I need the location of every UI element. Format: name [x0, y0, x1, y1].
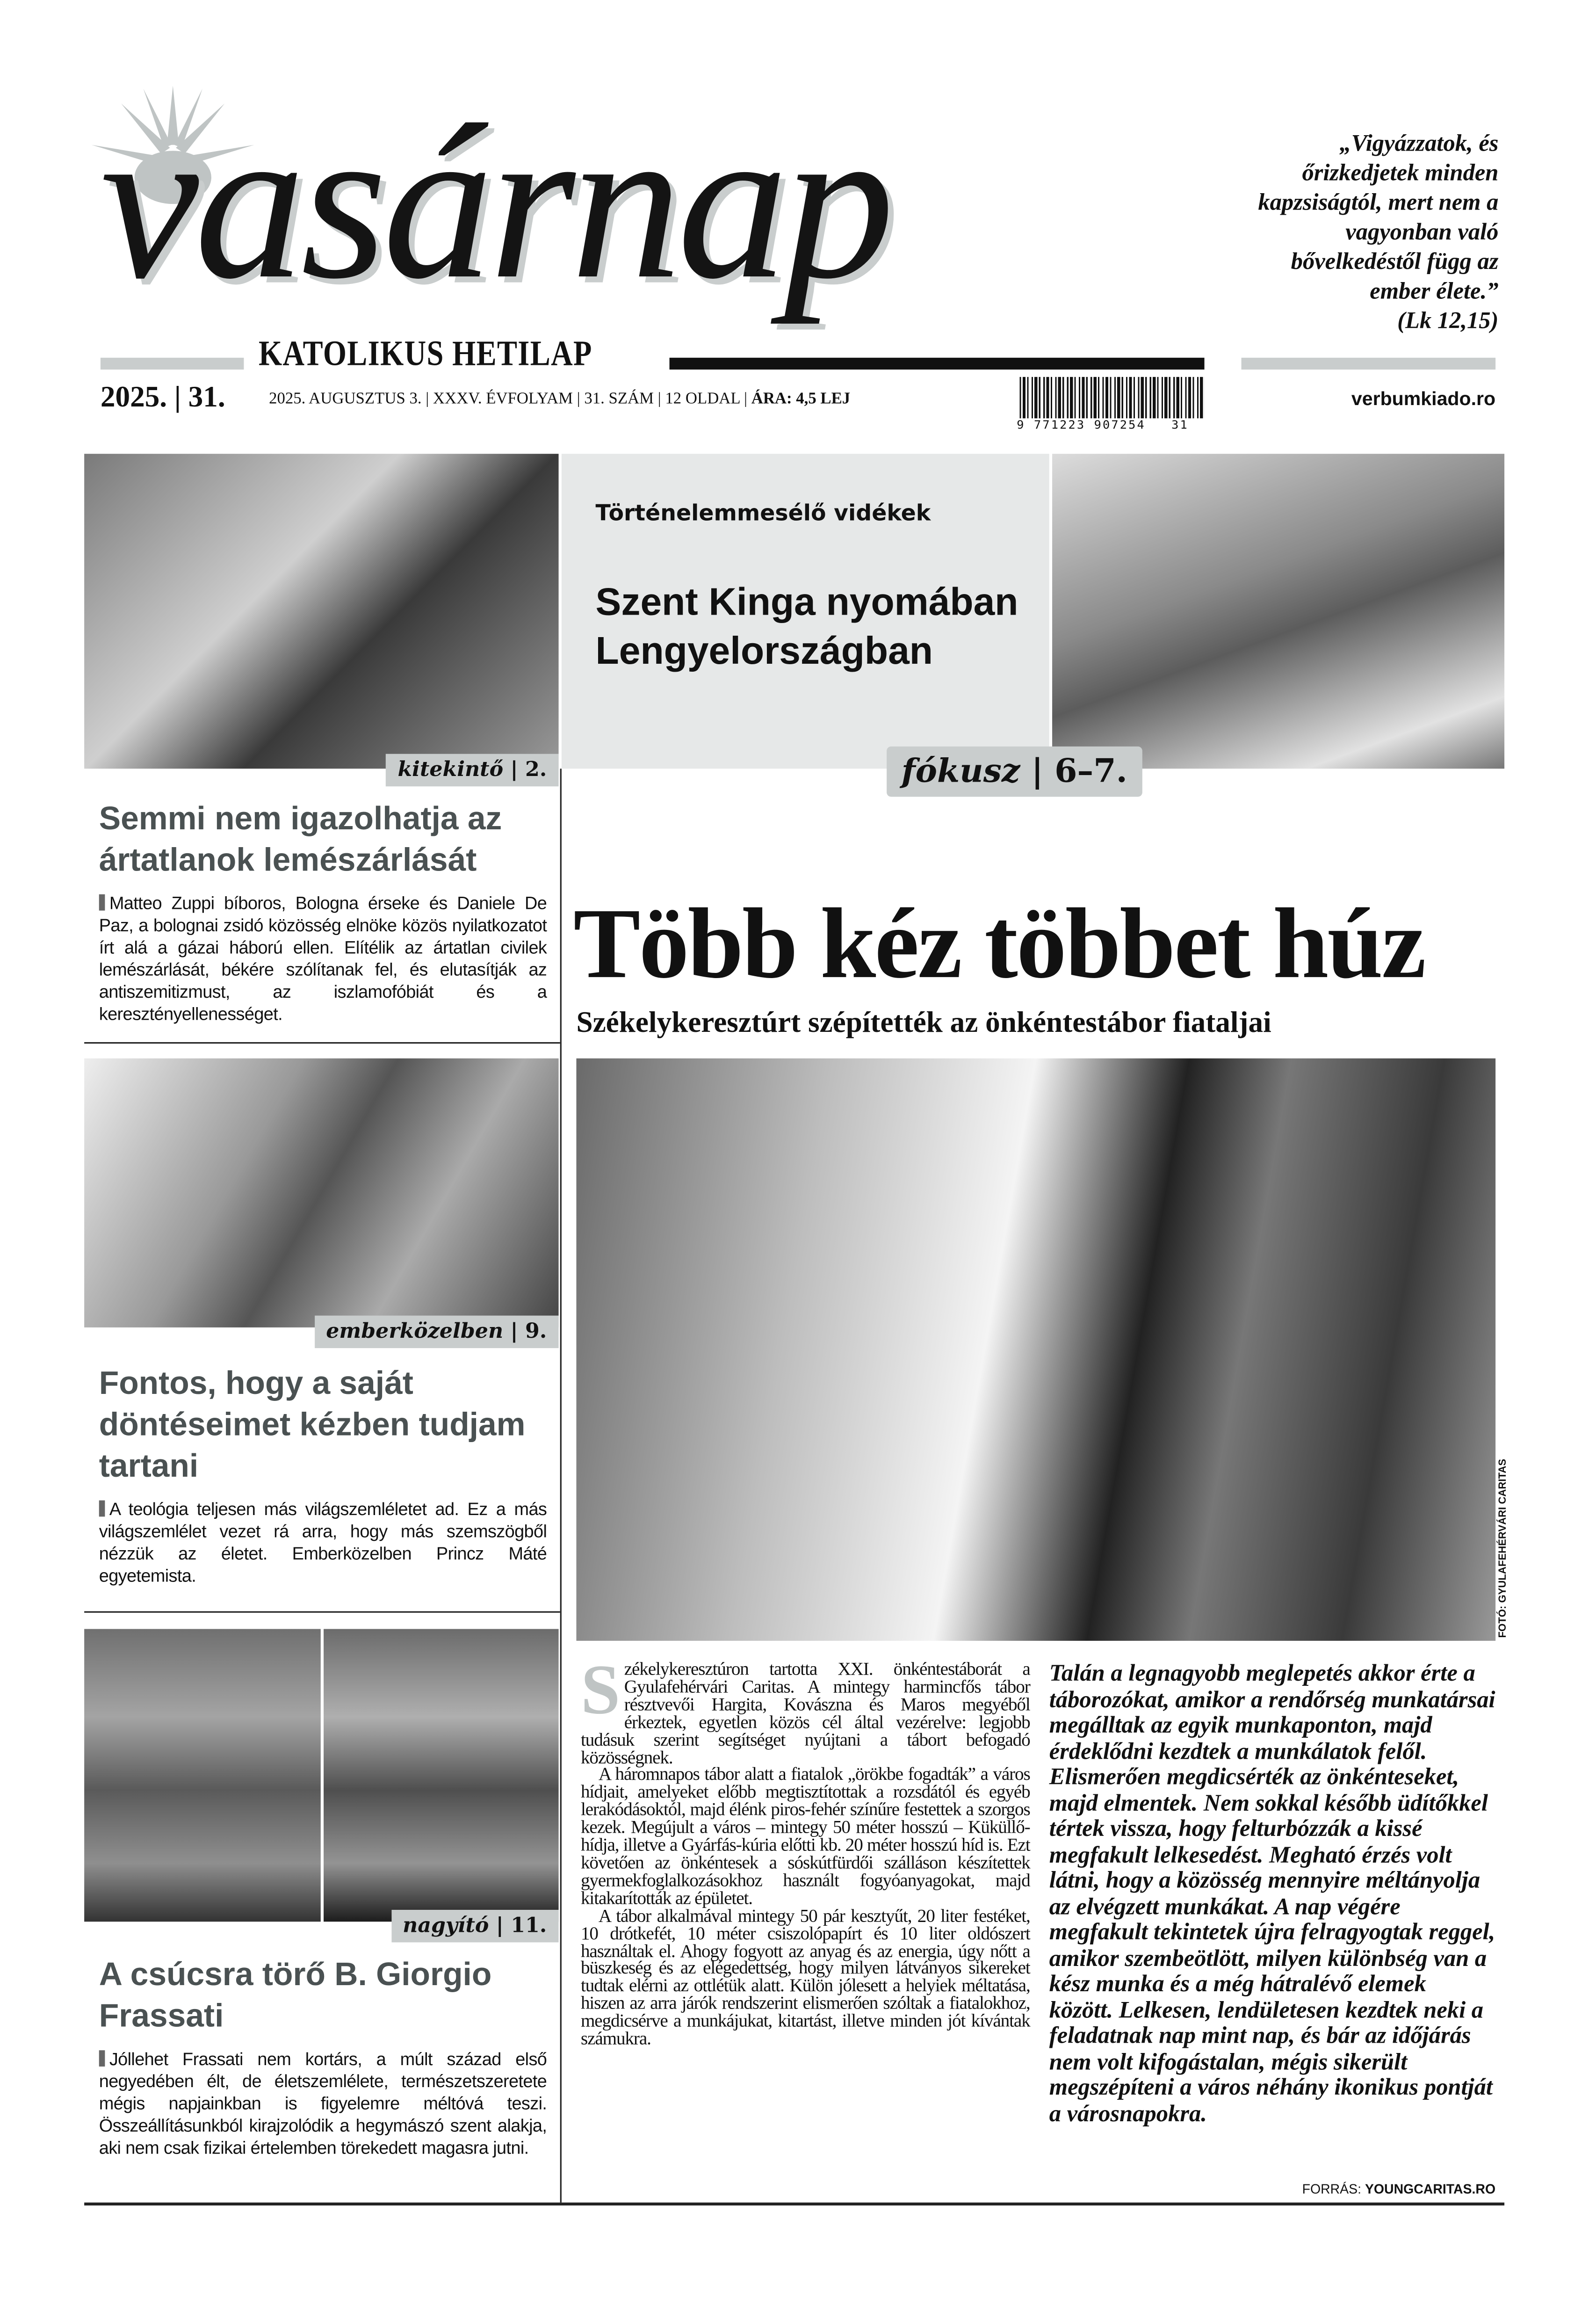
bible-quote: [1238, 130, 1498, 337]
rule-gray: [101, 358, 244, 370]
section-label[interactable]: [391, 1910, 559, 1943]
issue-number: 2025. | 31.: [100, 381, 225, 414]
photo-castle-landscape: [1052, 454, 1504, 769]
barcode: [1020, 377, 1205, 418]
section-label[interactable]: [386, 754, 558, 787]
quote-text: „Vigyázzatok, és őrizkedjetek minden kapzsiságtól, mert nem a vagyonban való bővelkedéstől függ az ember élete.”: [1258, 131, 1499, 305]
drop-cap: S: [580, 1651, 620, 1730]
source-link[interactable]: YOUNGCARITAS.RO: [1365, 2182, 1496, 2197]
source-label: FORRÁS:: [1302, 2182, 1365, 2197]
barcode-number: 9 771223 907254 31: [1017, 418, 1189, 432]
paragraph: zékelykeresztúron tartotta XXI. önkéntestáborát a Gyulafehérvári Caritas. A mintegy harmincfős tábor résztvevői Hargita, Kovászna és Maros megyéből érkeztek, egyetlen közös cél által vezérelve: legjobb tudásuk szerint segítséget nyújtani a tábort befogadó közösségnek.: [580, 1658, 1030, 1768]
summary-3: Jóllehet Frassati nem kortárs, a múlt század első negyedében élt, de életszemlélete, természetszeretete mégis napjainkban is figyelemre méltóvá teszi. Összeállításunkból kirajzolódik a hegymászó szent alakja, aki nem csak fizikai értelemben törekedett magasra jutni.: [99, 2049, 547, 2160]
article-body: [580, 1651, 1030, 2049]
headline-1[interactable]: Semmi nem igazolhatja az ártatlanok lemészárlását: [99, 799, 502, 878]
dateline: [269, 392, 850, 408]
left-article-1: [99, 798, 547, 1026]
photo-basilica: [84, 1059, 558, 1327]
summary-1: Matteo Zuppi bíboros, Bologna érseke és Daniele De Paz, a bolognai zsidó közösség elnöke közös nyilatkozatot írt alá a gázai háború ellen. Elítélik az ártatlan civilek lemészárlását, békére szólítanak fel, és elutasítják az antiszemitizmust, az iszlamofóbiát és a keresztényellenességet.: [99, 893, 547, 1026]
photo-frassati-climbing: [324, 1629, 558, 1922]
feature-title: Szent Kinga nyomában Lengyelországban: [595, 579, 1018, 673]
source-credit: [1302, 2183, 1496, 2197]
feature-box[interactable]: [562, 454, 1049, 769]
divider: [84, 1042, 560, 1044]
paragraph: A háromnapos tábor alatt a fiatalok „örökbe fogadták” a város hídjait, amelyeket előbb megtisztítottak a rozsdától és egyéb lerakódásoktól, majd élénk piros-fehér színűre festettek a szorgos kezek. Megújult a város – mintegy 50 méter hosszú – Küküllő-hídja, illetve a Gyárfás-kúria előtti kb. 20 méter hosszú híd is. Ezt követően az önkéntesek a sóskútfürdői szálláson készítettek gyermekfoglalkozásokhoz használt fogyóanyagokat, majd kitakarították az épületet.: [580, 1764, 1030, 1908]
photo-frassati-portrait: [84, 1629, 321, 1922]
main-subheadline: Székelykeresztúrt szépítették az önkéntestábor fiataljai: [576, 1007, 1271, 1039]
headline-3[interactable]: A csúcsra törő B. Giorgio Frassati: [99, 1955, 492, 2034]
page-ref: | 6–7.: [1020, 752, 1127, 791]
left-article-2: [99, 1363, 547, 1588]
rule-gray: [1242, 358, 1496, 370]
rule-black: [670, 358, 1205, 370]
quote-reference: (Lk 12,15): [1397, 309, 1499, 334]
price: ÁRA: 4,5 LEJ: [751, 390, 851, 408]
photo-zuppi-depaz: [84, 454, 558, 769]
masthead-logo[interactable]: vasárnap: [100, 80, 890, 326]
summary-2: A teológia teljesen más világszemléletet ad. Ez a más világszemlélet vezet rá arra, hogy más szemszögből nézzük az életet. Emberközelben Princz Máté egyetemista.: [99, 1499, 547, 1588]
section-name: fókusz: [901, 752, 1020, 791]
left-article-3: [99, 1954, 547, 2160]
fokusz-badge[interactable]: [887, 747, 1142, 797]
website-link[interactable]: verbumkiado.ro: [1351, 387, 1496, 410]
column-rule: [560, 769, 562, 2202]
headline-2[interactable]: Fontos, hogy a saját döntéseimet kézben tudjam tartani: [99, 1364, 526, 1484]
page-ref: | 9.: [503, 1320, 547, 1344]
main-headline[interactable]: Több kéz többet húz: [573, 887, 1425, 1000]
photo-volunteer-painting-bridge: [576, 1059, 1495, 1641]
page-ref: | 11.: [489, 1914, 547, 1938]
section-name: emberközelben: [326, 1320, 504, 1344]
section-name: kitekintő: [397, 758, 504, 782]
photo-credit: FOTÓ: GYULAFEHÉRVÁRI CARITAS: [1498, 1458, 1509, 1638]
feature-kicker: Történelemmesélő vidékek: [595, 500, 931, 527]
bottom-rule: [84, 2203, 1504, 2205]
paragraph: A tábor alkalmával mintegy 50 pár kesztyűt, 20 liter festéket, 10 drótkefét, 10 méter csiszolópapírt és 10 liter oldószert használtak el. Ahogy fogyott az anyag és az energia, úgy nőtt a büszkeség és az elégedettség, hogy milyen látványos sikereket tudtak elérni az ottlétük alatt. Külön jólesett a helyiek méltatása, hiszen az arra járók rendszerint elismerően szóltak a fiatalokhoz, megdicsérve a munkájukat, kitartást, illetve minden jót kívántak számukra.: [580, 1905, 1030, 2049]
masthead-subtitle: KATOLIKUS HETILAP: [259, 335, 592, 374]
article-sidebar-text: Talán a legnagyobb meglepetés akkor érte a táborozókat, amikor a rendőrség munkatársai megálltak az egyik munkaponton, majd érdeklődni kezdtek a munkálatok felől. Elismerően megdicsérték az önkénteseket, majd elmentek. Nem sokkal később üdítőkkel tértek vissza, hogy felturbózzák a kissé megfakult lelkesedést. Megható érzés volt látni, hogy a közösség mennyire méltányolja az elvégzett munkákat. A nap végére megfakult tekintetek újra felragyogtak reggel, amikor szembeötlött, milyen különbség van a kész munka és a még hátralévő elemek között. Lelkesen, lendületesen kezdtek neki a feladatnak nap mint nap, és bár az időjárás nem volt kifogástalan, mégis sikerült megszépíteni a város néhány ikonikus pontját a városnapokra.: [1049, 1661, 1495, 2126]
section-label[interactable]: [314, 1316, 559, 1349]
page-ref: | 2.: [503, 758, 547, 782]
divider: [84, 1611, 560, 1613]
dateline-text: 2025. AUGUSZTUS 3. | XXXV. ÉVFOLYAM | 31. SZÁM | 12 OLDAL |: [269, 390, 751, 408]
section-name: nagyító: [403, 1914, 489, 1938]
